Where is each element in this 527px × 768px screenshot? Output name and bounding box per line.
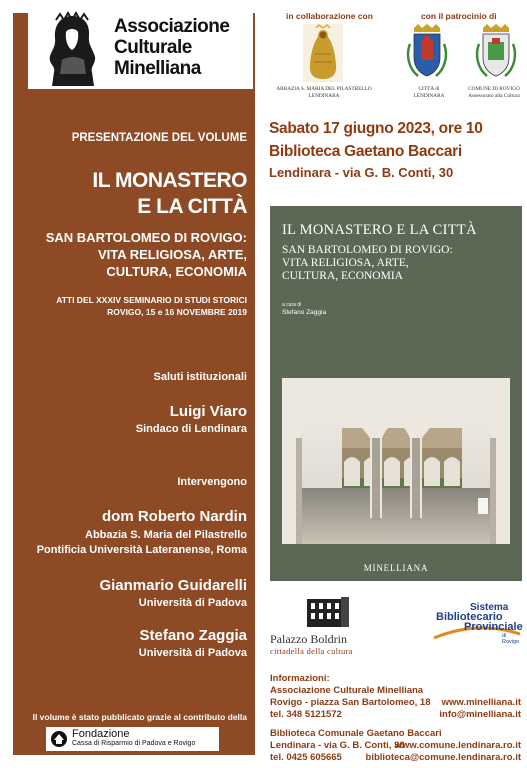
association-line2: Culturale — [114, 37, 192, 58]
book-subtitle — [282, 244, 453, 283]
event-date: Sabato 17 giugno 2023, ore 10 — [269, 120, 483, 137]
palazzo-boldrin-building-icon — [303, 595, 351, 629]
lendinara-coat-of-arms-icon — [406, 24, 448, 82]
sistema-line4: di Rovigo — [502, 633, 520, 645]
speaker3-name: Gianmario Guidarelli — [99, 577, 247, 594]
info-org2-address: Lendinara - via G. B. Conti, 30 — [270, 740, 405, 751]
fondazione-emblem-icon — [50, 730, 68, 748]
fondazione-line1: Fondazione — [72, 728, 130, 740]
info-org2-email[interactable]: biblioteca@comune.lendinara.ro.it — [365, 752, 521, 763]
book-subtitle-line3: CULTURA, ECONOMIA — [282, 270, 403, 282]
presentation-label: PRESENTAZIONE DEL VOLUME — [71, 132, 247, 144]
speaker3-role: Università di Padova — [138, 597, 247, 609]
city-caption-lendinara: CITTÀ di LENDINARA — [413, 86, 445, 99]
speaker1-role: Sindaco di Lendinara — [135, 423, 247, 435]
palazzo-name: Palazzo Boldrin — [270, 632, 347, 646]
patronage-heading: con il patrocinio di — [421, 11, 497, 21]
atti-text — [56, 294, 247, 318]
speaker2-name: dom Roberto Nardin — [102, 508, 247, 525]
speaker2-roles — [37, 528, 247, 558]
sistema-line1: Sistema — [470, 602, 509, 613]
sistema-bibliotecario-logo — [432, 602, 523, 645]
book-curator: Stefano Zaggia — [282, 309, 327, 316]
subtitle-line3: CULTURA, ECONOMIA — [106, 264, 247, 279]
book-subtitle-line2: VITA RELIGIOSA, ARTE, — [282, 257, 409, 269]
speaker2-role1: Abbazia S. Maria del Pilastrello — [85, 529, 247, 541]
info-org1-web[interactable]: www.minelliana.it — [441, 697, 521, 708]
collab-heading: in collaborazione con — [286, 11, 373, 21]
sistema-line3: Provinciale — [464, 621, 523, 633]
sistema-line2: Bibliotecario — [436, 611, 503, 623]
title-line1: IL MONASTERO — [92, 169, 247, 192]
fondazione-logo — [46, 727, 219, 751]
info-org1-tel: tel. 348 5121572 — [270, 709, 342, 720]
madonna-statue-icon — [303, 24, 343, 82]
palazzo-tagline: cittadella della cultura — [270, 646, 353, 656]
subtitle-line2: VITA RELIGIOSA, ARTE, — [97, 247, 247, 262]
saluti-heading: Saluti istituzionali — [153, 371, 247, 383]
association-name — [114, 16, 229, 79]
title-line2: E LA CITTÀ — [137, 195, 247, 218]
rovigo-coat-of-arms-icon — [475, 24, 517, 82]
association-logo — [28, 4, 253, 89]
cloister-photo — [282, 378, 510, 544]
info-heading: Informazioni: — [270, 673, 330, 684]
fondazione-line2: Cassa di Risparmio di Padova e Rovigo — [72, 740, 196, 747]
info-org2-tel: tel. 0425 605665 — [270, 752, 342, 763]
info-org2: Biblioteca Comunale Gaetano Baccari — [270, 728, 442, 739]
association-line3: Minelliana — [114, 58, 201, 79]
speaker1-name: Luigi Viaro — [169, 403, 247, 420]
speaker2-role2: Pontificia Università Lateranense, Roma — [36, 544, 247, 556]
book-cover — [270, 206, 522, 581]
association-line1: Associazione — [114, 16, 230, 37]
info-org1: Associazione Culturale Minelliana — [270, 685, 424, 696]
book-curator-label: a cura di — [282, 302, 302, 308]
city-caption-rovigo: COMUNE DI ROVIGO Assessorato alla Cultura — [468, 86, 520, 99]
event-address: Lendinara - via G. B. Conti, 30 — [269, 165, 454, 180]
info-org2-web[interactable]: www.comune.lendinara.ro.it — [394, 740, 521, 751]
speaker4-name: Stefano Zaggia — [139, 627, 247, 644]
book-title: IL MONASTERO E LA CITTÀ — [282, 222, 477, 238]
published-note: Il volume è stato pubblicato grazie al contributo della — [32, 712, 247, 722]
atti-line1: ATTI DEL XXXIV SEMINARIO DI STUDI STORICI — [56, 295, 247, 305]
book-subtitle-line1: SAN BARTOLOMEO DI ROVIGO: — [282, 244, 453, 256]
subtitle-line1: SAN BARTOLOMEO DI ROVIGO: — [45, 230, 247, 245]
book-publisher: MINELLIANA — [363, 563, 429, 573]
info-org1-address: Rovigo - piazza San Bartolomeo, 18 — [270, 697, 431, 708]
info-org1-email[interactable]: info@minelliana.it — [439, 709, 521, 720]
event-venue: Biblioteca Gaetano Baccari — [269, 143, 462, 160]
abbey-caption: ABBAZIA S. MARIA DEL PILASTRELLO LENDINARA — [276, 86, 372, 99]
intervengono-heading: Intervengono — [177, 476, 247, 488]
atti-line2: ROVIGO, 15 e 16 NOVEMBRE 2019 — [107, 307, 247, 317]
speaker4-role: Università di Padova — [138, 647, 247, 659]
bust-logo-icon — [42, 10, 102, 88]
subtitle — [46, 229, 247, 280]
